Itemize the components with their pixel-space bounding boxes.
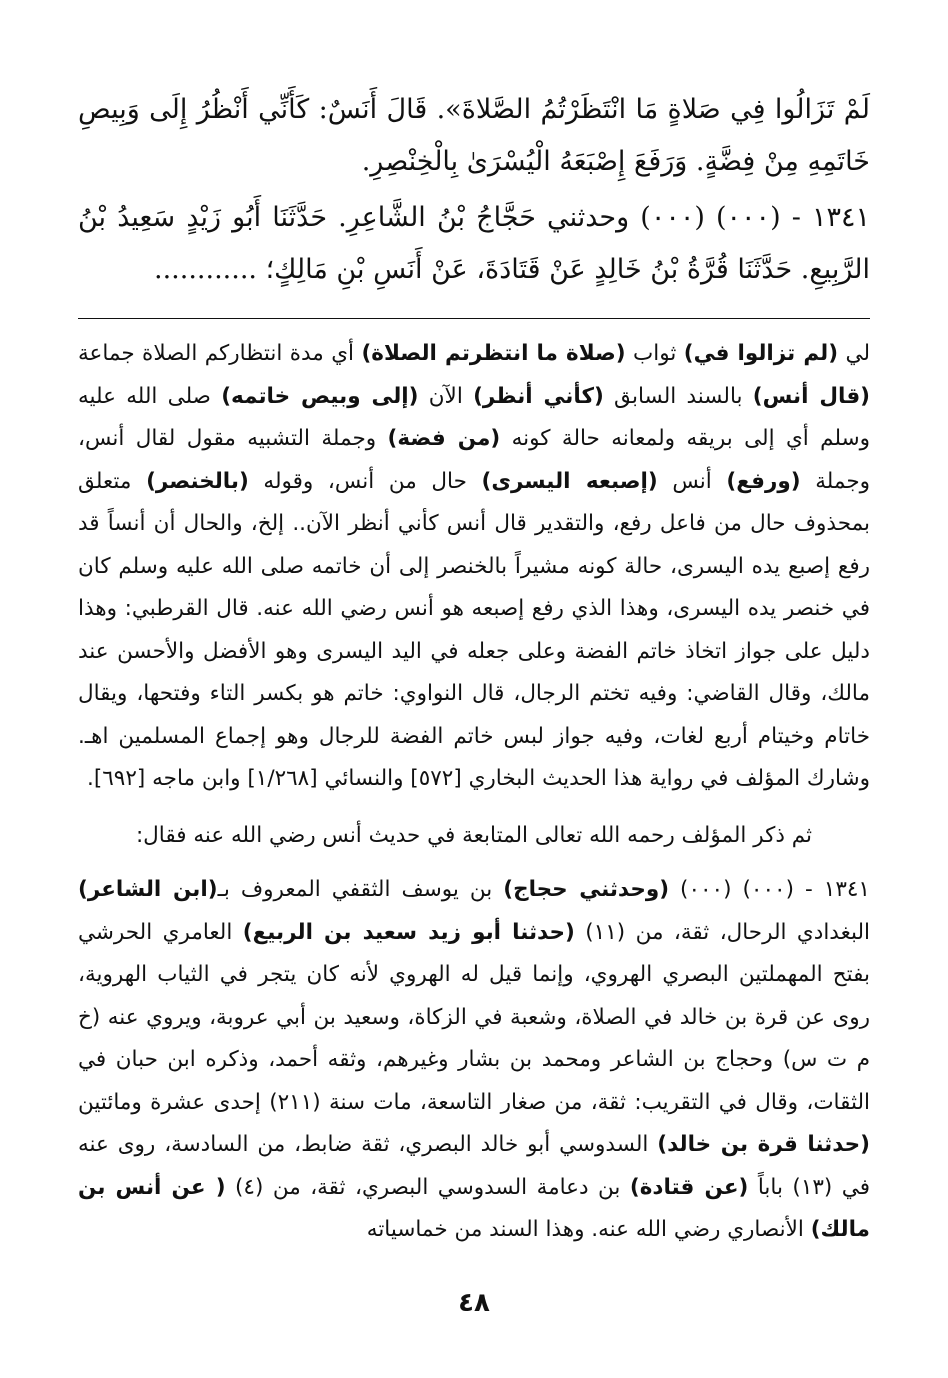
hadith-text [78, 84, 870, 296]
quoted-phrase: (لم تزالوا في) [683, 341, 839, 366]
hadith-paragraph-2: ١٣٤١ - (٠٠٠) (٠٠٠) وحدثني حَجَّاجُ بْنُ الشَّاعِرِ. حَدَّثَنَا أَبُو زَيْدٍ سَعِيدُ بْنُ الرَّبِيعِ. حَدَّثَنَا قُرَّةُ بْنُ خَالِدٍ عَنْ قَتَادَةَ، عَنْ أَنَسِ بْنِ مَالِكٍ؛ ............ [78, 202, 871, 285]
text-run: الأنصاري رضي الله عنه. وهذا السند من خماسياته [366, 1217, 811, 1242]
quoted-phrase: (حدثنا قرة بن خالد) [657, 1132, 870, 1157]
quoted-phrase: (قال أنس) [752, 383, 870, 409]
quoted-phrase: (ورفع) [726, 468, 801, 494]
text-run: ١٣٤١ - (٠٠٠) (٠٠٠) [669, 877, 870, 902]
text-run: بالسند السابق [603, 383, 753, 409]
text-run: أنس [657, 468, 727, 494]
quoted-phrase: (حدثنا أبو زيد سعيد بن الربيع) [242, 919, 575, 945]
quoted-phrase: (إصبعه اليسرى) [481, 468, 658, 494]
text-run: ثواب [625, 341, 684, 366]
text-run: حال من أنس، وقوله [248, 468, 482, 494]
text-run: وجملة التشبيه مقول لقال أنس، وجملة [78, 426, 870, 494]
quoted-phrase: (كأني أنظر) [473, 383, 604, 409]
text-run: بن دعامة السدوسي البصري، ثقة، من (٤) [225, 1174, 630, 1200]
commentary-paragraph-1 [78, 333, 870, 801]
commentary-paragraph-2 [78, 869, 870, 1252]
commentary [78, 333, 870, 1252]
text-run: متعلق بمحذوف حال من فاعل رفع، والتقدير قال أنس كأني أنظر الآن.. إلخ، والحال أن أنساً قد رفع إصبع يده اليسرى، حالة كونه مشيراً بالخنصر إلى أن خاتمه صلى الله عليه وسلم كان في خنصر يده اليسرى، وهذا الذي رفع إصبعه هو أنس رضي الله عنه. قال القرطبي: وهذا دليل على جواز اتخاذ خاتم الفضة وعلى جعله في اليد اليسرى وهو الأفضل والأحسن عند مالك، وقال القاضي: وفيه تختم الرجال، قال النواوي: خاتم هو بكسر التاء وفتحها، ويقال خاتام وخيتام أربع لغات، وفيه جواز لبس خاتم الفضة للرجال وهو إجماع المسلمين اهـ. وشارك المؤلف في رواية هذا الحديث البخاري [٥٧٢] والنسائي [١/٢٦٨] وابن ماجه [٦٩٢]. [78, 468, 870, 791]
hadith-paragraph-1: لَمْ تَزَالُوا فِي صَلاةٍ مَا انْتَظَرْتُمُ الصَّلاةَ». قَالَ أَنَسٌ: كَأَنِّي أَنْظُرُ إِلَى وَبِيصِ خَاتَمِهِ مِنْ فِضَّةٍ. وَرَفَعَ إِصْبَعَهُ الْيُسْرَىٰ بِالْخِنْصِرِ. [78, 94, 870, 177]
quoted-phrase: (إلى وبيص خاتمه) [221, 383, 419, 409]
page-number: ٤٨ [458, 1288, 490, 1318]
section-intro: ثم ذكر المؤلف رحمه الله تعالى المتابعة في حديث أنس رضي الله عنه فقال: [135, 822, 813, 848]
text-run: الآن [418, 383, 474, 409]
quoted-phrase: (صلاة ما انتظرتم الصلاة) [361, 341, 626, 366]
text-run: العامري الحرشي بفتح المهملتين البصري الهروي، وإنما قيل له الهروي لأنه كان يتجر في الثياب الهروية، روى عن قرة بن خالد في الصلاة، وشعبة في الزكاة، وسعيد بن أبي عروبة، ويروي عنه (خ م ت س) وحجاج بن الشاعر ومحمد بن بشار وغيرهم، وثقه أحمد، وذكره ابن حبان في الثقات، وقال في التقريب: ثقة، من صغار التاسعة، مات سنة (٢١١) إحدى عشرة ومائتين [78, 919, 870, 1115]
separator-line [78, 318, 870, 319]
text-run: صلى الله عليه وسلم أي إلى بريقه ولمعانه حالة كونه [78, 383, 871, 451]
quoted-phrase: (بالخنصر) [146, 468, 249, 494]
text-run: بن يوسف الثقفي المعروف بـ [217, 877, 504, 902]
quoted-phrase: (من فضة) [387, 426, 501, 451]
quoted-phrase: (وحدثني حجاج) [503, 877, 670, 902]
text-run: أي مدة انتظاركم الصلاة جماعة [78, 341, 362, 366]
text-run: لي [838, 341, 870, 366]
text-run: البغدادي الرحال، ثقة، من (١١) [574, 919, 870, 945]
quoted-phrase: (عن قتادة) [629, 1174, 749, 1200]
quoted-phrase: (ابن الشاعر) [78, 877, 218, 902]
quoted-phrase: ( عن أنس بن مالك) [78, 1174, 870, 1242]
text-run: السدوسي أبو خالد البصري، ثقة ضابط، من السادسة، روى عنه في (١٣) باباً [78, 1132, 870, 1200]
